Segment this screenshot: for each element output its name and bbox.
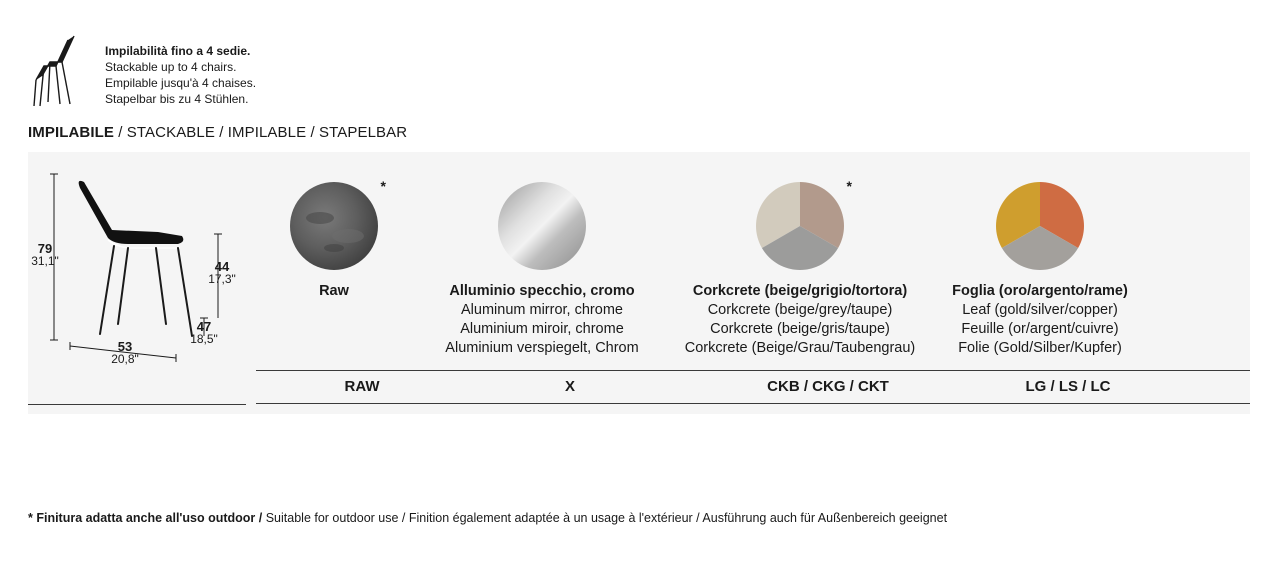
dimension-height-in: 31,1"	[31, 254, 59, 268]
dimension-height	[30, 242, 60, 268]
stackability-text	[105, 43, 256, 107]
mirror-chrome-swatch[interactable]	[498, 182, 586, 270]
stackability-line-fr: Empilable jusqu'à 4 chaises.	[105, 76, 257, 90]
finish-leaf-en: Leaf (gold/silver/copper)	[962, 302, 1118, 318]
outdoor-star: *	[380, 178, 386, 194]
raw-texture-swatch[interactable]	[290, 178, 386, 270]
dimension-width	[100, 340, 150, 366]
finish-raw-name: Raw	[319, 283, 349, 299]
dimension-depth-in: 18,5"	[190, 332, 218, 346]
finish-code-row	[256, 370, 1250, 404]
finish-mirror	[422, 182, 662, 358]
finish-raw-label	[214, 282, 454, 301]
section-title	[28, 124, 407, 142]
finish-mirror-fr: Aluminium miroir, chrome	[460, 321, 624, 337]
dimension-seat-height-in: 17,3"	[208, 272, 236, 286]
finish-corkcrete-en: Corkcrete (beige/grey/taupe)	[707, 302, 893, 318]
finish-mirror-it: Alluminio specchio, cromo	[449, 283, 635, 299]
finish-corkcrete-it: Corkcrete (beige/grigio/tortora)	[692, 283, 908, 299]
finish-leaf-it: Foglia (oro/argento/rame)	[952, 283, 1128, 299]
finish-leaf-fr: Feuille (or/argent/cuivre)	[961, 321, 1119, 337]
finish-raw	[214, 178, 454, 301]
finish-code-leaf: LG / LS / LC	[1025, 378, 1111, 395]
finish-mirror-label	[422, 282, 662, 358]
finish-corkcrete	[680, 178, 920, 358]
finishes-panel	[28, 152, 1250, 414]
dimension-width-cm: 53	[117, 339, 133, 354]
dimension-width-in: 20,8"	[111, 352, 139, 366]
outdoor-footnote	[28, 510, 947, 526]
finish-code-corkcrete: CKB / CKG / CKT	[767, 378, 889, 395]
leaf-tri-swatch[interactable]	[996, 182, 1084, 270]
dimension-depth	[184, 320, 224, 346]
finish-corkcrete-de: Corkcrete (Beige/Grau/Taubengrau)	[684, 340, 916, 356]
finish-corkcrete-label	[680, 282, 920, 358]
finish-leaf	[920, 182, 1160, 358]
corkcrete-tri-swatch[interactable]	[756, 178, 852, 270]
stackability-info	[28, 32, 448, 112]
dimension-seat-height-cm: 44	[214, 259, 230, 274]
finish-mirror-en: Aluminum mirror, chrome	[461, 302, 623, 318]
section-title-bold: IMPILABILE	[28, 124, 114, 141]
dimension-depth-cm: 47	[196, 319, 212, 334]
dimension-height-cm: 79	[37, 241, 53, 256]
finish-corkcrete-fr: Corkcrete (beige/gris/taupe)	[710, 321, 890, 337]
stackability-line-de: Stapelbar bis zu 4 Stühlen.	[105, 92, 249, 106]
stacked-chairs-icon	[28, 32, 92, 108]
finish-leaf-label	[920, 282, 1160, 358]
finish-code-raw: RAW	[344, 378, 380, 395]
footnote-bold: * Finitura adatta anche all'uso outdoor /	[28, 511, 263, 525]
finish-code-mirror: X	[564, 378, 575, 395]
divider-line	[28, 404, 246, 405]
section-title-rest: / STACKABLE / IMPILABLE / STAPELBAR	[114, 124, 408, 141]
finish-mirror-de: Aluminium verspiegelt, Chrom	[445, 340, 639, 356]
footnote-rest: Suitable for outdoor use / Finition également adaptée à un usage à l'extérieur / Ausführung auch für Außenbereich geeignet	[262, 511, 948, 525]
finish-leaf-de: Folie (Gold/Silber/Kupfer)	[958, 340, 1122, 356]
outdoor-star: *	[846, 178, 852, 194]
stackability-line-en: Stackable up to 4 chairs.	[105, 60, 237, 74]
stackability-line-it: Impilabilità fino a 4 sedie.	[105, 44, 251, 58]
